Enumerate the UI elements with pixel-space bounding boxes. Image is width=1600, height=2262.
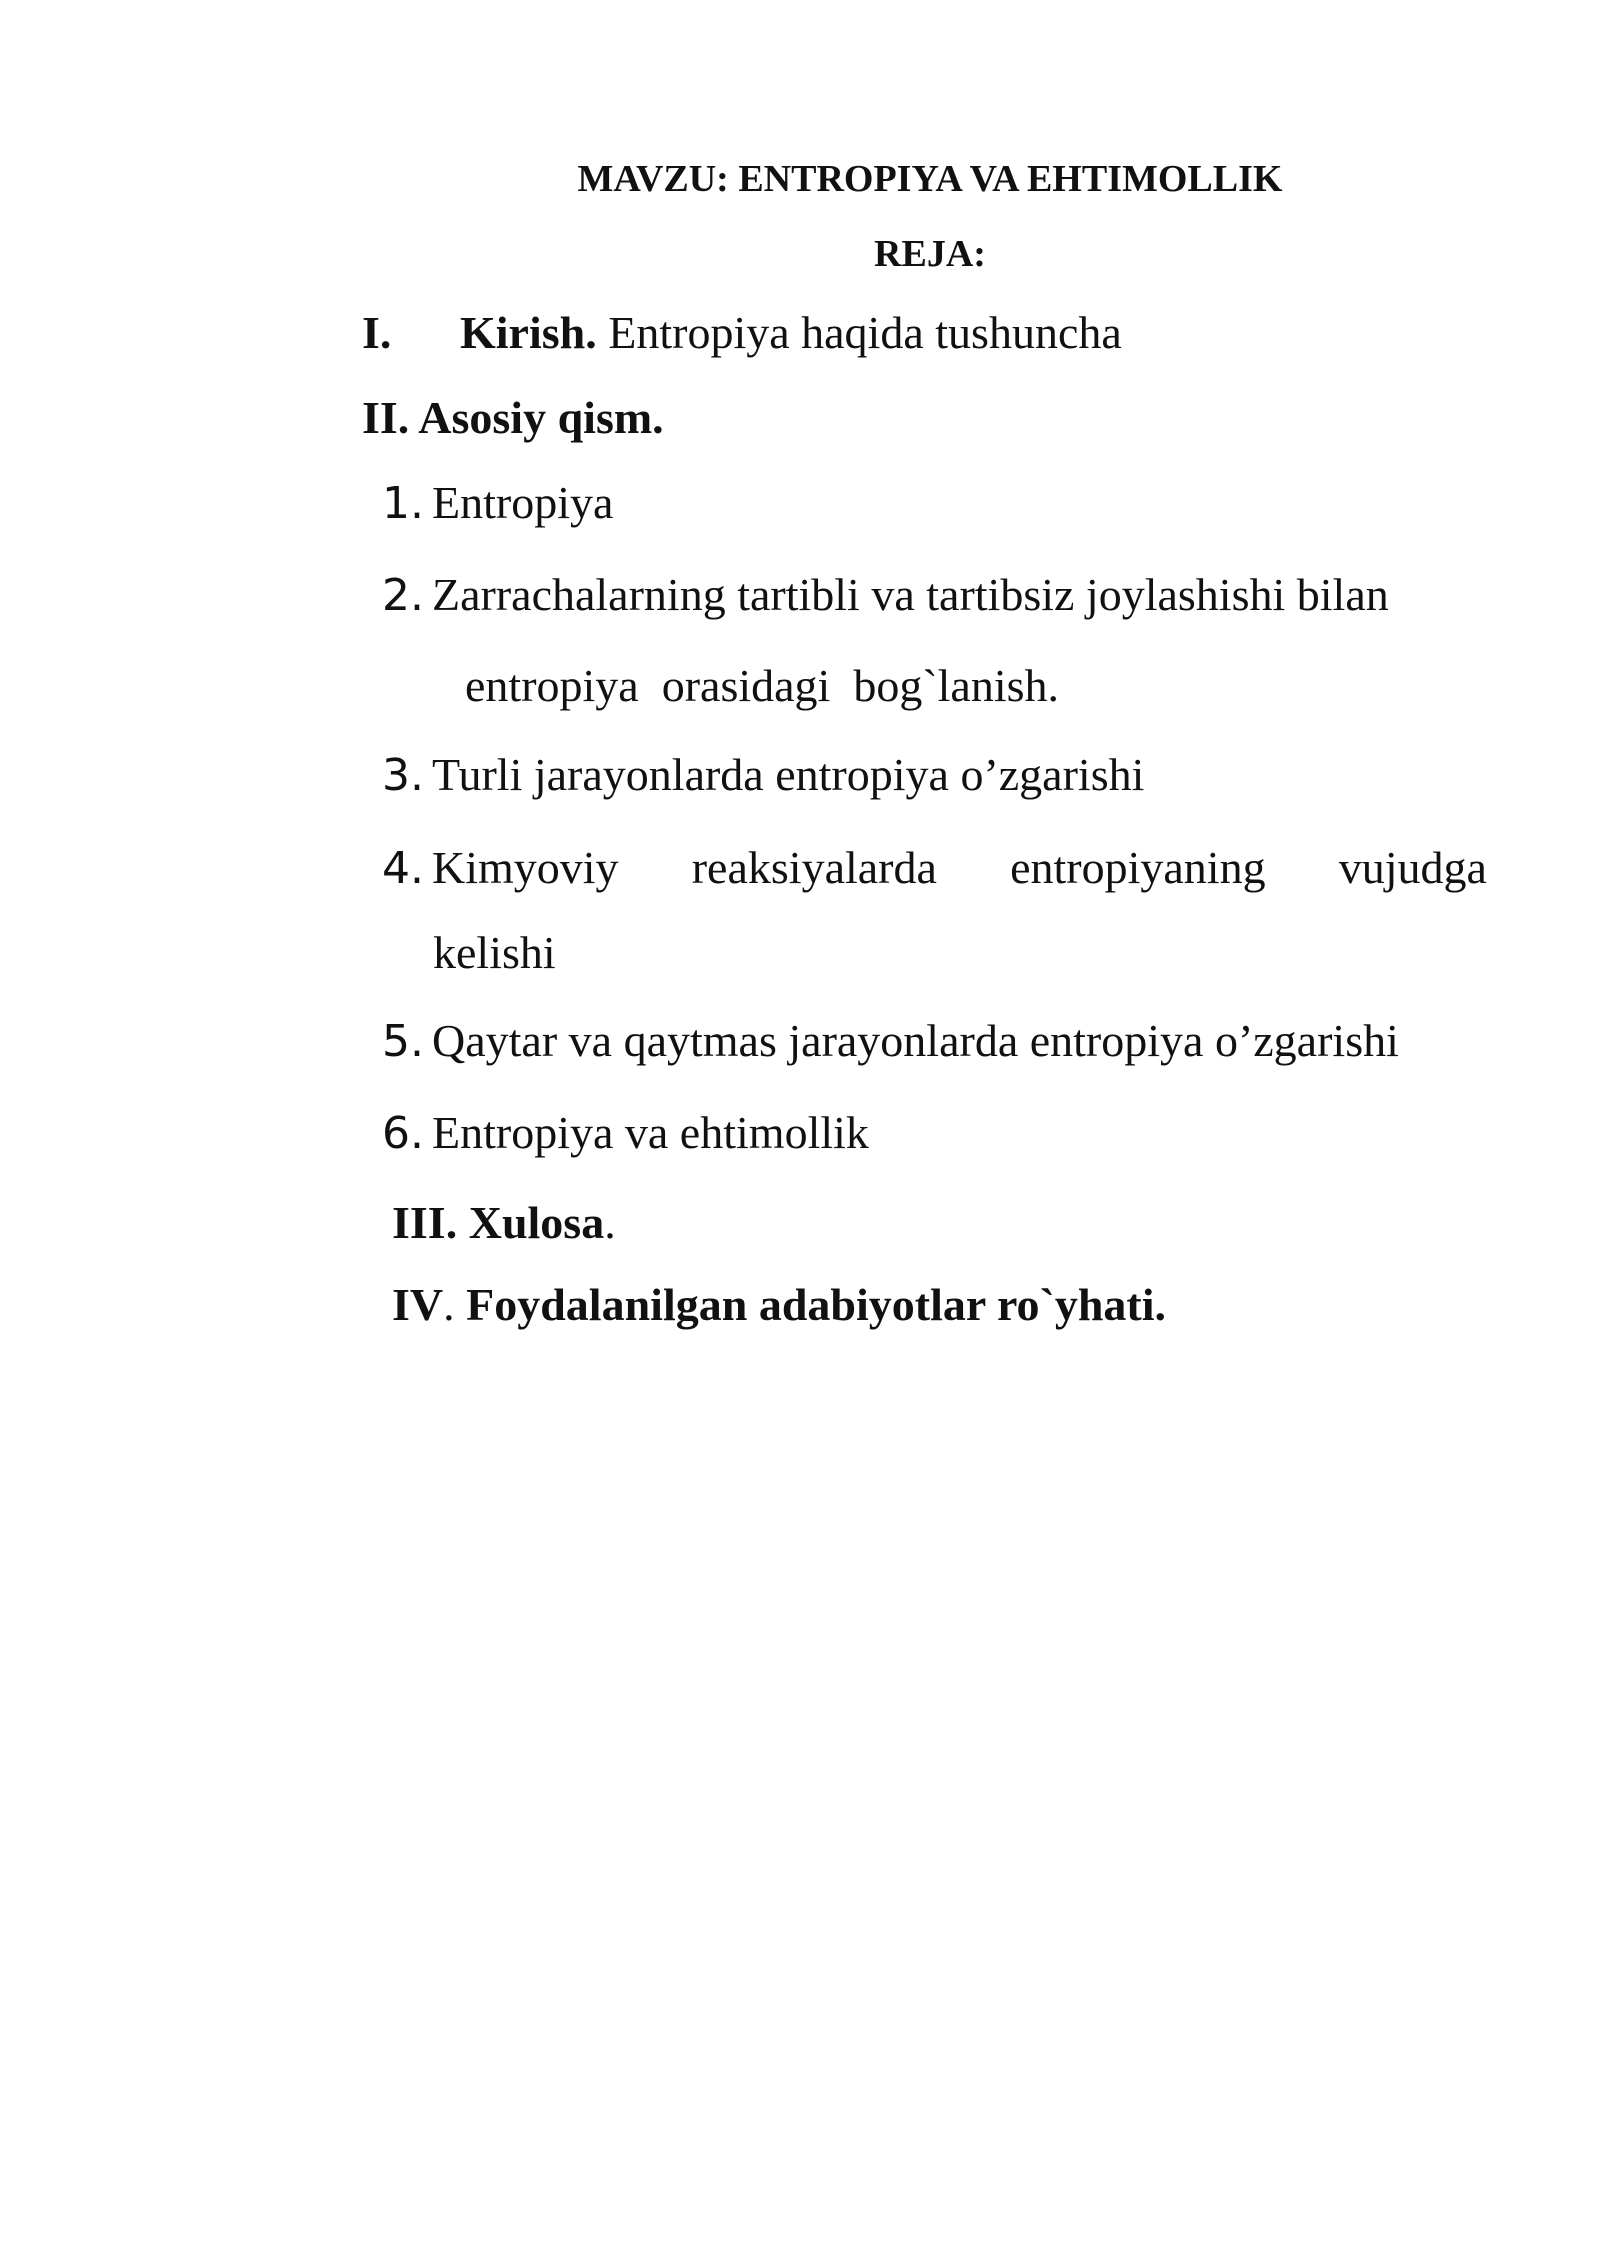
section-number: IV xyxy=(392,1279,444,1330)
plan-item-4 xyxy=(382,842,1487,894)
plan-item-1 xyxy=(382,477,614,529)
item-number: 1. xyxy=(382,478,424,529)
item-text: Qaytar va qaytmas jarayonlarda entropiya o’zgarishi xyxy=(432,1015,1399,1066)
plan-section-intro xyxy=(362,307,1122,358)
section-label: Asosiy qism. xyxy=(409,392,664,443)
item-number: 2. xyxy=(382,570,424,621)
plan-item-2-continuation: entropiya orasidagi bog`lanish. xyxy=(465,660,1060,711)
document-title: MAVZU: ENTROPIYA VA EHTIMOLLIK xyxy=(577,158,1283,200)
plan-heading: REJA: xyxy=(874,233,986,275)
item-word: Kimyoviy xyxy=(432,842,619,893)
item-number: 5. xyxy=(382,1016,424,1067)
plan-item-5 xyxy=(382,1015,1399,1067)
plan-section-conclusion xyxy=(392,1197,616,1248)
section-number: I. xyxy=(362,307,392,358)
item-number: 3. xyxy=(382,750,424,801)
section-label: Kirish. xyxy=(460,307,597,358)
item-text: Entropiya va ehtimollik xyxy=(432,1107,869,1158)
item-number: 6. xyxy=(382,1108,424,1159)
section-number: II. xyxy=(362,392,410,443)
plan-item-3 xyxy=(382,749,1145,801)
section-label: Xulosa xyxy=(457,1197,605,1248)
item-number: 4. xyxy=(382,843,424,894)
plan-item-4-continuation: kelishi xyxy=(433,927,556,978)
section-text: Entropiya haqida tushuncha xyxy=(596,307,1122,358)
section-trail: . xyxy=(604,1197,616,1248)
item-word: reaksiyalarda xyxy=(691,842,937,893)
plan-item-2 xyxy=(382,569,1389,621)
plan-section-references xyxy=(392,1279,1167,1330)
section-label: Foydalanilgan adabiyotlar ro`yhati. xyxy=(466,1279,1167,1330)
item-text: Zarrachalarning tartibli va tartibsiz joylashishi bilan xyxy=(432,569,1389,620)
section-dot: . xyxy=(443,1279,467,1330)
item-word: vujudga xyxy=(1338,842,1487,893)
plan-section-main xyxy=(362,392,664,443)
plan-item-6 xyxy=(382,1107,869,1159)
item-text: Entropiya xyxy=(432,477,614,528)
section-number: III. xyxy=(392,1197,458,1248)
item-text: Turli jarayonlarda entropiya o’zgarishi xyxy=(432,749,1145,800)
item-word: entropiyaning xyxy=(1010,842,1266,893)
item-text xyxy=(432,842,1487,893)
